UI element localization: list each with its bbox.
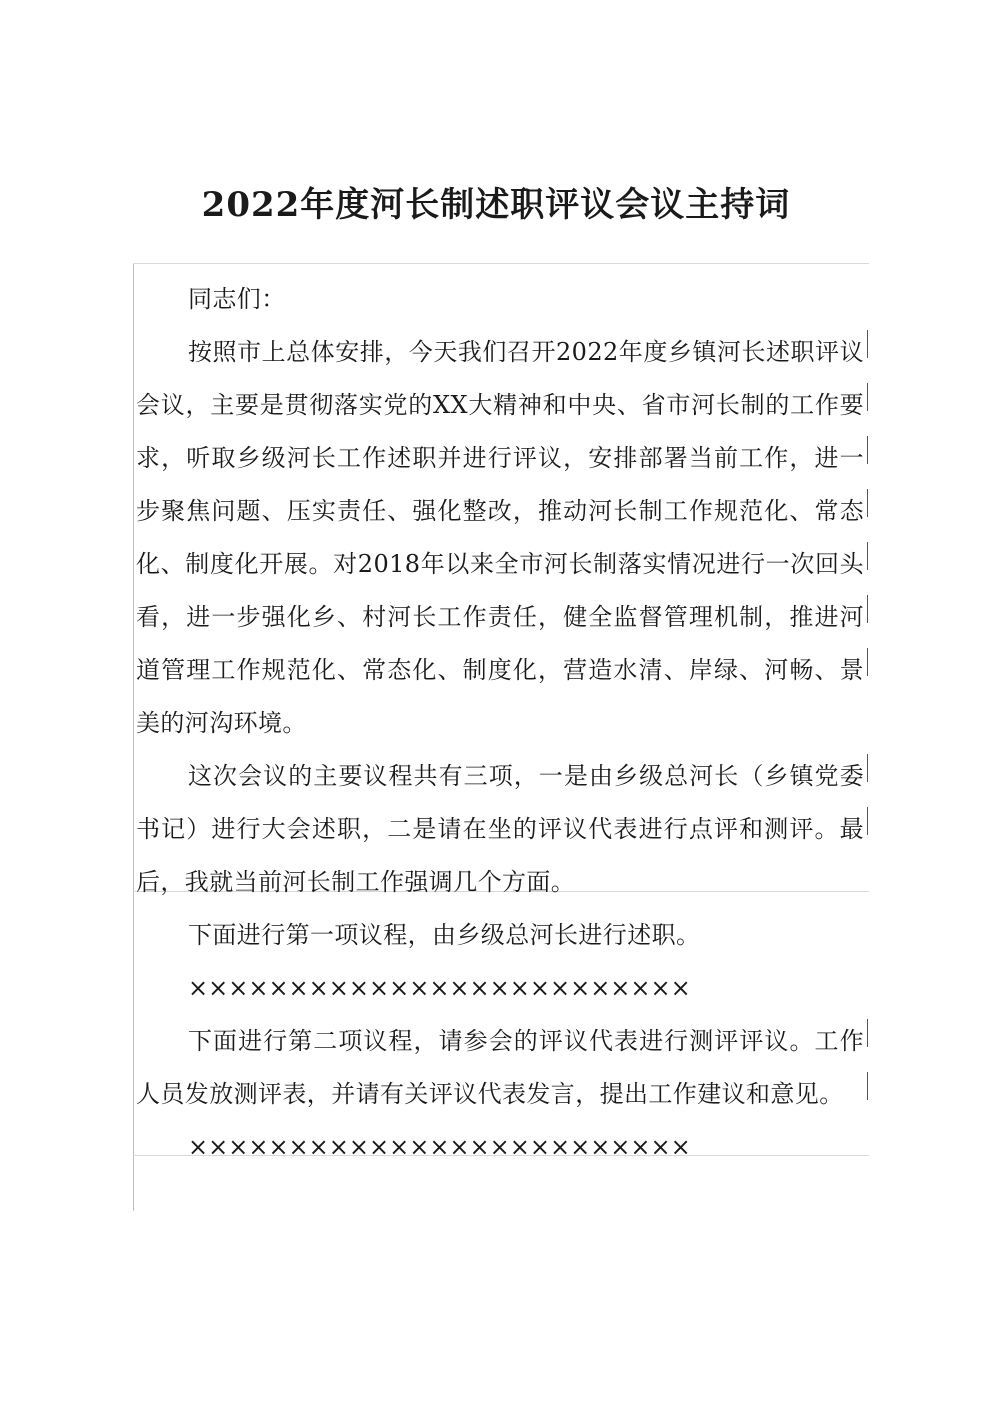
right-margin-mark xyxy=(867,489,868,517)
paragraph: 按照市上总体安排，今天我们召开2022年度乡镇河长述职评议会议，主要是贯彻落实党的XX大精神和中央、省市河长制的工作要求，听取乡级河长工作述职并进行评议，安排部署当前工作，进一步聚焦问题、压实责任、强化整改，推动河长制工作规范化、常态化、制度化开展。对2018年以来全市河长制落实情况进行一次回头看，进一步强化乡、村河长工作责任，健全监督管理机制，推进河道管理工作规范化、常态化、制度化，营造水清、岸绿、河畅、景美的河沟环境。 xyxy=(136,338,864,737)
frame-top-line xyxy=(133,263,869,264)
right-margin-mark xyxy=(867,383,868,411)
right-margin-mark xyxy=(867,330,868,358)
right-margin-mark xyxy=(867,648,868,676)
right-margin-mark xyxy=(867,436,868,464)
document-title: 2022年度河长制述职评议会议主持词 xyxy=(201,185,791,225)
placeholder-marks: ××××××××××××××××××××××××× xyxy=(188,974,691,1002)
salutation: 同志们： xyxy=(188,285,286,313)
document-body xyxy=(136,273,864,1174)
paragraph: 下面进行第二项议程，请参会的评议代表进行测评评议。工作人员发放测评表，并请有关评议代表发言，提出工作建议和意见。 xyxy=(136,1027,864,1108)
placeholder-marks: ××××××××××××××××××××××××× xyxy=(188,1133,691,1161)
right-margin-mark xyxy=(867,595,868,623)
paragraph: 这次会议的主要议程共有三项，一是由乡级总河长（乡镇党委书记）进行大会述职，二是请在坐的评议代表进行点评和测评。最后，我就当前河长制工作强调几个方面。 xyxy=(136,762,864,896)
right-margin-mark xyxy=(867,1072,868,1100)
right-margin-mark xyxy=(867,754,868,782)
right-margin-mark xyxy=(867,542,868,570)
right-margin-mark xyxy=(867,807,868,835)
right-margin-mark xyxy=(867,1019,868,1047)
paragraph: 下面进行第一项议程，由乡级总河长进行述职。 xyxy=(188,921,701,949)
